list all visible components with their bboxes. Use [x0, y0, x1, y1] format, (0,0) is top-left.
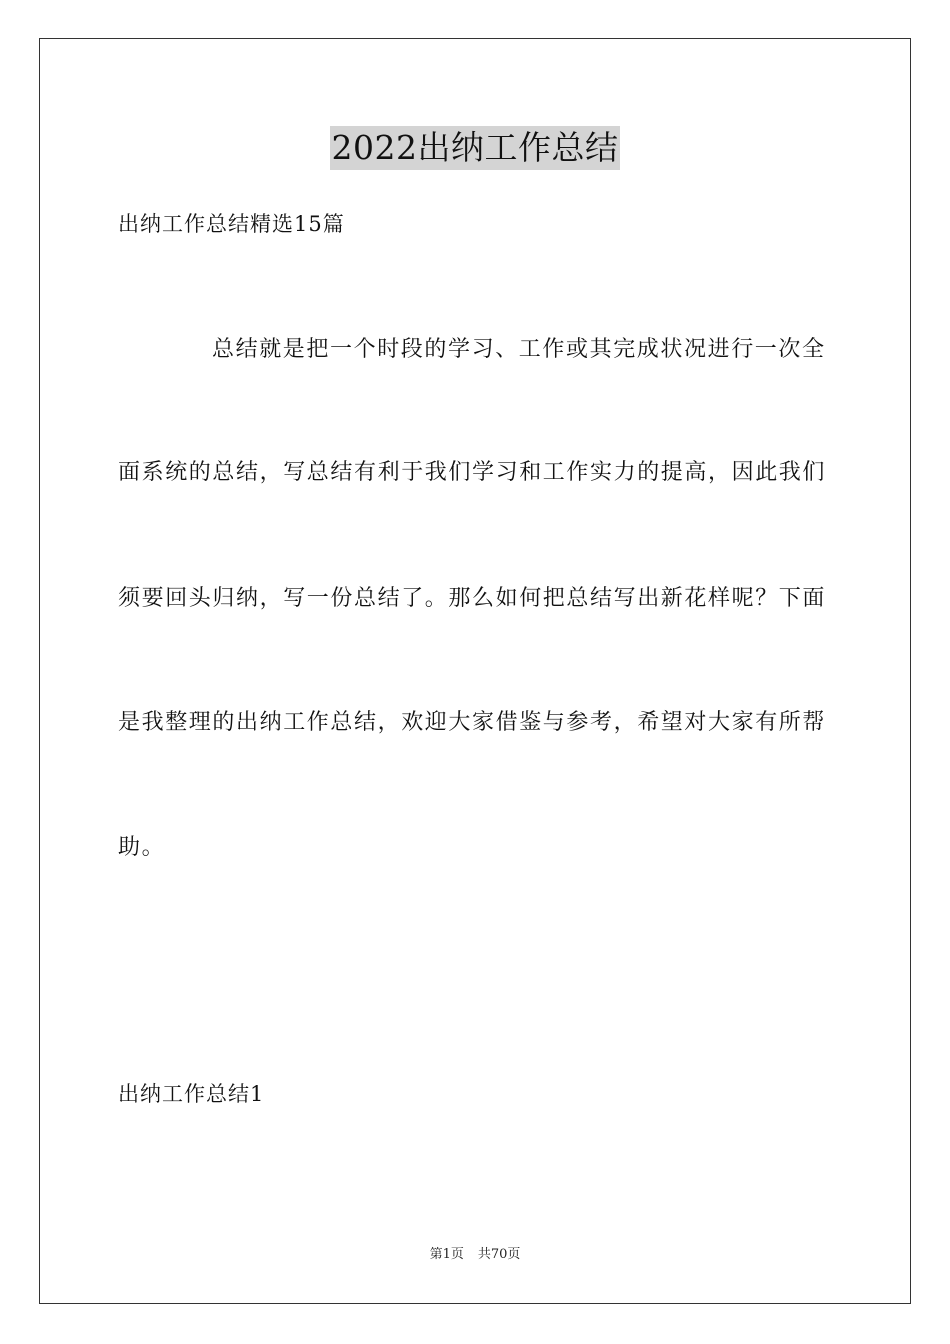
intro-line-4: 是我整理的出纳工作总结，欢迎大家借鉴与参考，希望对大家有所帮 — [118, 710, 827, 735]
intro-line-2: 面系统的总结，写总结有利于我们学习和工作实力的提高，因此我们 — [118, 460, 827, 485]
document-subtitle: 出纳工作总结精选15篇 — [118, 212, 345, 236]
title-container — [0, 126, 950, 170]
intro-line-5: 助。 — [118, 835, 166, 860]
page-total: 共70页 — [477, 1247, 521, 1262]
page-number: 第1页 — [429, 1247, 464, 1262]
document-title: 2022出纳工作总结 — [330, 126, 621, 170]
page-footer — [0, 1245, 950, 1265]
intro-line-1: 总结就是把一个时段的学习、工作或其完成状况进行一次全 — [212, 337, 826, 362]
intro-line-3: 须要回头归纳，写一份总结了。那么如何把总结写出新花样呢？下面 — [118, 586, 827, 611]
section-heading: 出纳工作总结1 — [118, 1082, 265, 1106]
